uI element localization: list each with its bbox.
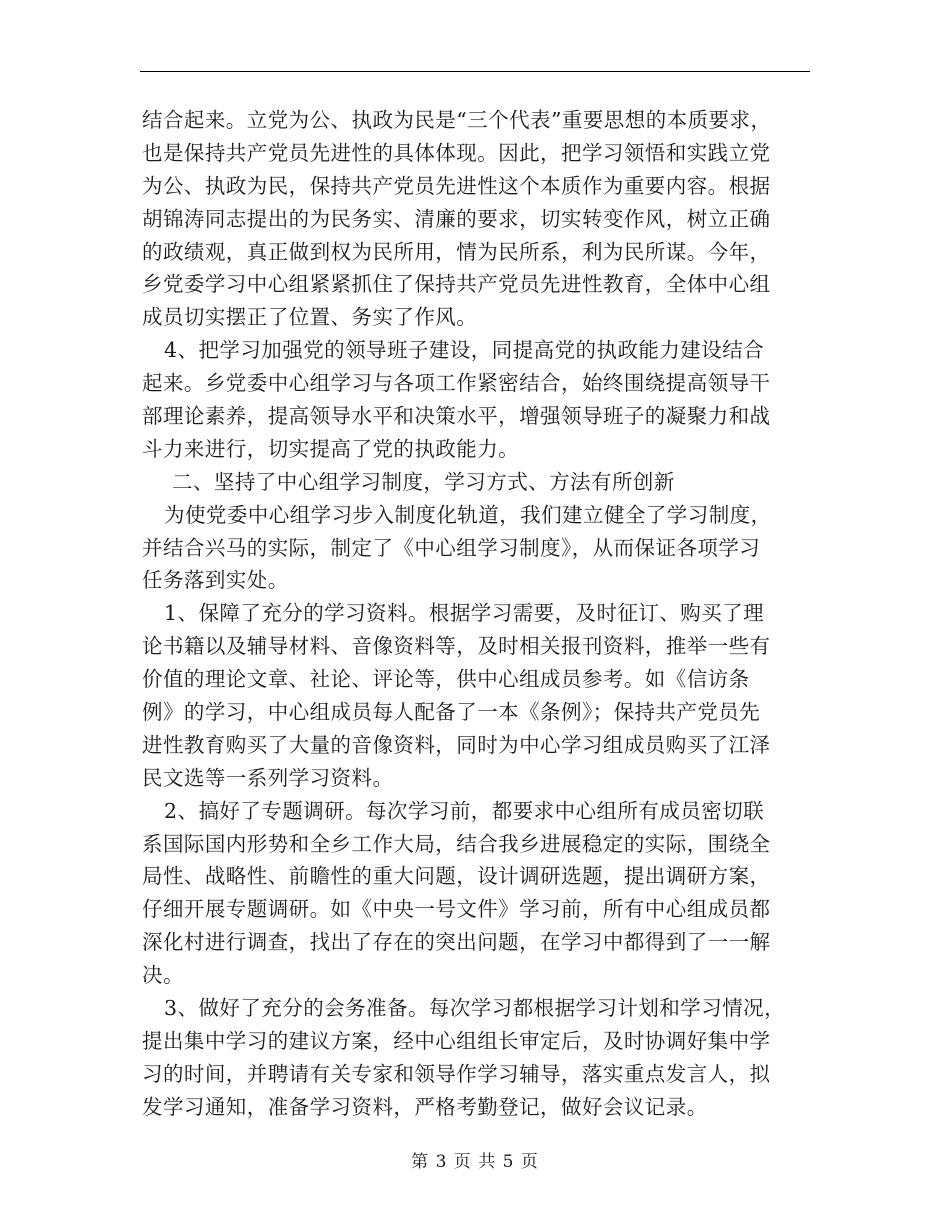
text-line: 决。: [142, 963, 184, 988]
text-line: 发学习通知，准备学习资料，严格考勤登记，做好会议记录。: [142, 1094, 708, 1119]
document-body: [142, 104, 810, 1124]
text-line: 局性、战略性、前瞻性的重大问题，设计调研选题，提出调研方案，: [142, 864, 771, 889]
page-number: 第 3 页 共 5 页: [411, 1152, 539, 1172]
text-line: 1、保障了充分的学习资料。根据学习需要，及时征订、购买了理: [164, 601, 765, 626]
text-line: 论书籍以及辅导材料、音像资料等，及时相关报刊资料，推举一些有: [142, 634, 771, 659]
text-line: 为使党委中心组学习步入制度化轨道，我们建立健全了学习制度，: [164, 502, 772, 527]
text-line: 系国际国内形势和全乡工作大局，结合我乡进展稳定的实际，围绕全: [142, 831, 771, 856]
text-line: 结合起来。立党为公、执政为民是“三个代表”重要思想的本质要求，: [142, 108, 772, 132]
text-line: 4、把学习加强党的领导班子建设，同提高党的执政能力建设结合: [164, 338, 765, 363]
text-line: 仔细开展专题调研。如《中央一号文件》学习前，所有中心组成员都: [142, 897, 771, 922]
text-line: 为公、执政为民，保持共产党员先进性这个本质作为重要内容。根据: [142, 173, 771, 198]
text-line: 习的时间，并聘请有关专家和领导作学习辅导，落实重点发言人，拟: [142, 1061, 771, 1086]
text-line: 的政绩观，真正做到权为民所用，情为民所系，利为民所谋。今年，: [142, 239, 771, 264]
text-line: 并结合兴马的实际，制定了《中心组学习制度》，从而保证各项学习: [142, 535, 761, 560]
text-line: 民文选等一系列学习资料。: [142, 765, 394, 790]
text-line: 2、搞好了专题调研。每次学习前，都要求中心组所有成员密切联: [164, 798, 765, 823]
text-line: 成员切实摆正了位置、务实了作风。: [142, 305, 478, 330]
section-heading: 二、坚持了中心组学习制度，学习方式、方法有所创新: [172, 469, 675, 494]
text-line: 乡党委学习中心组紧紧抓住了保持共产党员先进性教育，全体中心组: [142, 272, 771, 297]
text-line: 胡锦涛同志提出的为民务实、清廉的要求，切实转变作风，树立正确: [142, 206, 771, 231]
text-line: 价值的理论文章、社论、评论等，供中心组成员参考。如《信访条: [142, 667, 750, 692]
header-rule: [140, 71, 810, 72]
text-line: 斗力来进行，切实提高了党的执政能力。: [142, 436, 520, 461]
text-line: 3、做好了充分的会务准备。每次学习都根据学习计划和学习情况，: [164, 996, 786, 1021]
text-line: 起来。乡党委中心组学习与各项工作紧密结合，始终围绕提高领导干: [142, 371, 771, 396]
text-line: 也是保持共产党员先进性的具体体现。因此，把学习领悟和实践立党: [142, 140, 771, 165]
text-line: 深化村进行调查，找出了存在的突出问题，在学习中都得到了一一解: [142, 930, 771, 955]
text-line: 部理论素养，提高领导水平和决策水平，增强领导班子的凝聚力和战: [142, 404, 771, 429]
text-line: 提出集中学习的建议方案，经中心组组长审定后，及时协调好集中学: [142, 1028, 771, 1053]
text-line: 任务落到实处。: [142, 568, 289, 593]
text-line: 进性教育购买了大量的音像资料，同时为中心学习组成员购买了江泽: [142, 732, 771, 757]
text-line: 例》的学习，中心组成员每人配备了一本《条例》；保持共产党员先: [142, 700, 761, 725]
